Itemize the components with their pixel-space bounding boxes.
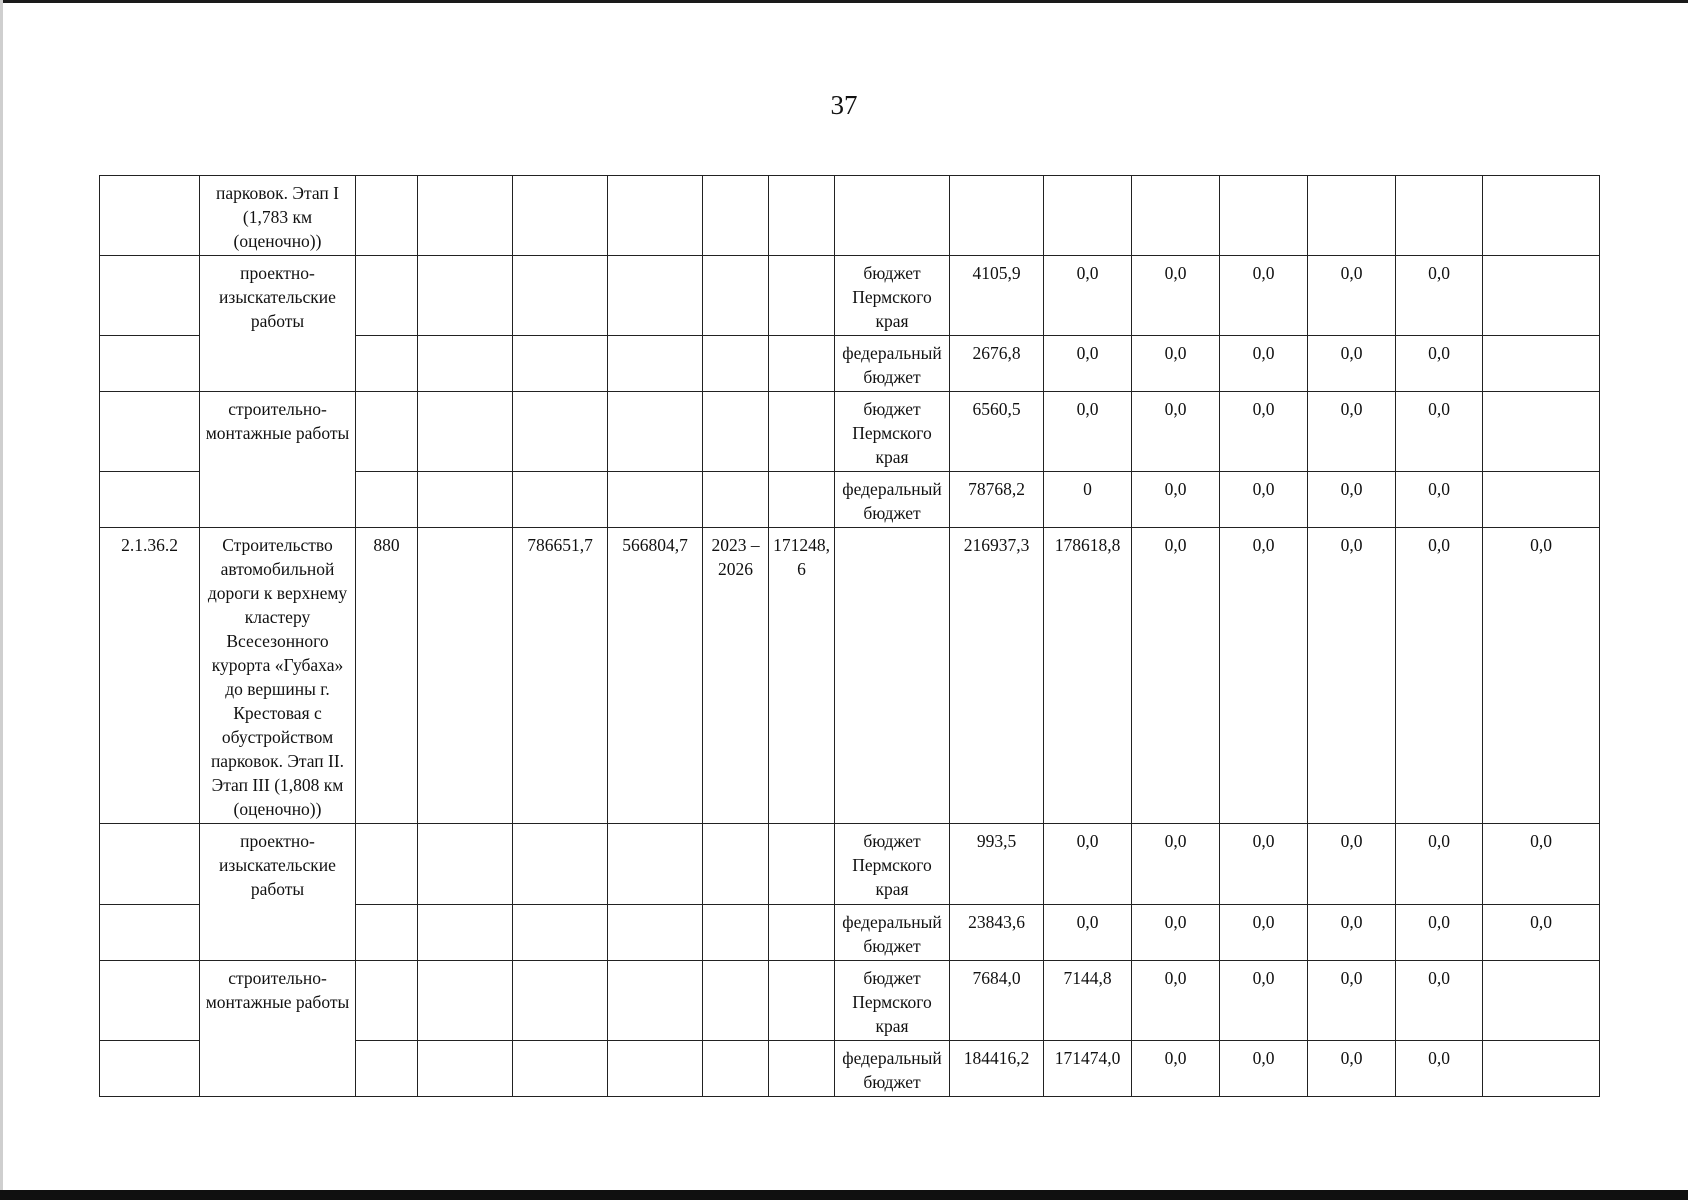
scan-top-edge bbox=[0, 0, 1688, 3]
value-cell: 566804,7 bbox=[608, 528, 703, 824]
value-cell: 0,0 bbox=[1308, 336, 1396, 392]
value-cell: 2676,8 bbox=[950, 336, 1044, 392]
funding-source-cell: федеральный бюджет bbox=[835, 1041, 950, 1097]
value-cell: 0,0 bbox=[1220, 961, 1308, 1041]
value-cell: 0,0 bbox=[1132, 961, 1220, 1041]
value-cell: 0,0 bbox=[1396, 905, 1483, 961]
value-cell: 0,0 bbox=[1396, 824, 1483, 905]
value-cell: 0,0 bbox=[1308, 472, 1396, 528]
table-row bbox=[100, 392, 1600, 472]
table-row bbox=[100, 961, 1600, 1041]
value-cell: 0,0 bbox=[1220, 472, 1308, 528]
value-cell bbox=[1483, 336, 1600, 392]
funding-source-cell: федеральный бюджет bbox=[835, 336, 950, 392]
value-cell: 0,0 bbox=[1044, 256, 1132, 336]
value-cell: 0,0 bbox=[1132, 336, 1220, 392]
value-cell bbox=[1483, 961, 1600, 1041]
item-name-cell: парковок. Этап I (1,783 км (оценочно)) bbox=[200, 176, 356, 256]
value-cell: 0,0 bbox=[1044, 905, 1132, 961]
value-cell: 0,0 bbox=[1132, 824, 1220, 905]
value-cell: 0,0 bbox=[1483, 528, 1600, 824]
cell-code bbox=[100, 392, 200, 472]
scan-left-edge bbox=[0, 0, 3, 1200]
value-cell: 0,0 bbox=[1132, 392, 1220, 472]
value-cell bbox=[1483, 256, 1600, 336]
value-cell: 0,0 bbox=[1396, 528, 1483, 824]
item-code-cell: 2.1.36.2 bbox=[100, 528, 200, 824]
value-cell: 0,0 bbox=[1308, 905, 1396, 961]
value-cell: 171474,0 bbox=[1044, 1041, 1132, 1097]
value-cell: 184416,2 bbox=[950, 1041, 1044, 1097]
value-cell bbox=[1483, 392, 1600, 472]
value-cell: 0,0 bbox=[1308, 392, 1396, 472]
value-cell: 0,0 bbox=[1308, 961, 1396, 1041]
period-cell: 2023 – 2026 bbox=[703, 528, 769, 824]
work-type-cell: строительно-монтажные работы bbox=[200, 392, 356, 528]
funding-source-cell: бюджет Пермского края bbox=[835, 961, 950, 1041]
work-type-cell: строительно-монтажные работы bbox=[200, 961, 356, 1097]
value-cell: 0,0 bbox=[1132, 905, 1220, 961]
page-number: 37 bbox=[830, 90, 858, 120]
cell-code bbox=[100, 961, 200, 1041]
value-cell bbox=[1483, 1041, 1600, 1097]
value-cell: 993,5 bbox=[950, 824, 1044, 905]
value-cell: 0,0 bbox=[1396, 336, 1483, 392]
value-cell: 0,0 bbox=[1220, 336, 1308, 392]
table-row bbox=[100, 176, 1600, 256]
value-cell: 178618,8 bbox=[1044, 528, 1132, 824]
cell-code bbox=[100, 256, 200, 336]
funding-source-cell: федеральный бюджет bbox=[835, 472, 950, 528]
funding-source-cell: бюджет Пермского края bbox=[835, 256, 950, 336]
value-cell: 0,0 bbox=[1483, 824, 1600, 905]
program-table bbox=[99, 175, 1600, 1097]
work-type-cell: проектно-изыскательские работы bbox=[200, 824, 356, 961]
value-cell bbox=[418, 528, 513, 824]
value-cell: 786651,7 bbox=[513, 528, 608, 824]
value-cell: 0,0 bbox=[1220, 1041, 1308, 1097]
scan-bottom-edge bbox=[0, 1190, 1688, 1200]
value-cell: 0,0 bbox=[1308, 528, 1396, 824]
value-cell: 0,0 bbox=[1132, 472, 1220, 528]
value-cell: 0,0 bbox=[1132, 1041, 1220, 1097]
funding-source-cell: бюджет Пермского края bbox=[835, 824, 950, 905]
work-type-cell: проектно-изыскательские работы bbox=[200, 256, 356, 392]
cell-code bbox=[100, 824, 200, 905]
value-cell: 23843,6 bbox=[950, 905, 1044, 961]
value-cell: 0,0 bbox=[1396, 1041, 1483, 1097]
value-cell: 216937,3 bbox=[950, 528, 1044, 824]
cell-code bbox=[100, 336, 200, 392]
funding-source-cell bbox=[835, 528, 950, 824]
value-cell: 0,0 bbox=[1396, 961, 1483, 1041]
table-row bbox=[100, 528, 1600, 824]
cell-code bbox=[100, 1041, 200, 1097]
funding-source-cell: федеральный бюджет bbox=[835, 905, 950, 961]
value-cell: 0,0 bbox=[1044, 824, 1132, 905]
value-cell: 78768,2 bbox=[950, 472, 1044, 528]
value-cell: 880 bbox=[356, 528, 418, 824]
value-cell bbox=[1483, 472, 1600, 528]
value-cell: 0,0 bbox=[1483, 905, 1600, 961]
value-cell: 4105,9 bbox=[950, 256, 1044, 336]
value-cell: 0,0 bbox=[1220, 824, 1308, 905]
cell-code bbox=[100, 472, 200, 528]
value-cell: 0,0 bbox=[1396, 256, 1483, 336]
value-cell: 0,0 bbox=[1220, 528, 1308, 824]
value-cell: 7684,0 bbox=[950, 961, 1044, 1041]
value-cell: 0,0 bbox=[1308, 1041, 1396, 1097]
value-cell: 0,0 bbox=[1044, 336, 1132, 392]
cell-code bbox=[100, 176, 200, 256]
value-cell: 0 bbox=[1044, 472, 1132, 528]
value-cell: 0,0 bbox=[1220, 905, 1308, 961]
value-cell: 171248,6 bbox=[769, 528, 835, 824]
value-cell: 0,0 bbox=[1308, 256, 1396, 336]
item-name-cell: Строительство автомобильной дороги к верхнему кластеру Всесезонного курорта «Губаха» до вершины г. Крестовая с обустройством парковок. Этап II. Этап III (1,808 км (оценочно)) bbox=[200, 528, 356, 824]
value-cell: 0,0 bbox=[1132, 256, 1220, 336]
cell-code bbox=[100, 905, 200, 961]
value-cell: 0,0 bbox=[1396, 392, 1483, 472]
value-cell: 0,0 bbox=[1044, 392, 1132, 472]
table-row bbox=[100, 256, 1600, 336]
table-row bbox=[100, 824, 1600, 905]
value-cell: 0,0 bbox=[1308, 824, 1396, 905]
value-cell: 0,0 bbox=[1396, 472, 1483, 528]
value-cell: 0,0 bbox=[1220, 256, 1308, 336]
funding-source-cell: бюджет Пермского края bbox=[835, 392, 950, 472]
value-cell: 0,0 bbox=[1220, 392, 1308, 472]
value-cell: 7144,8 bbox=[1044, 961, 1132, 1041]
value-cell: 0,0 bbox=[1132, 528, 1220, 824]
value-cell: 6560,5 bbox=[950, 392, 1044, 472]
